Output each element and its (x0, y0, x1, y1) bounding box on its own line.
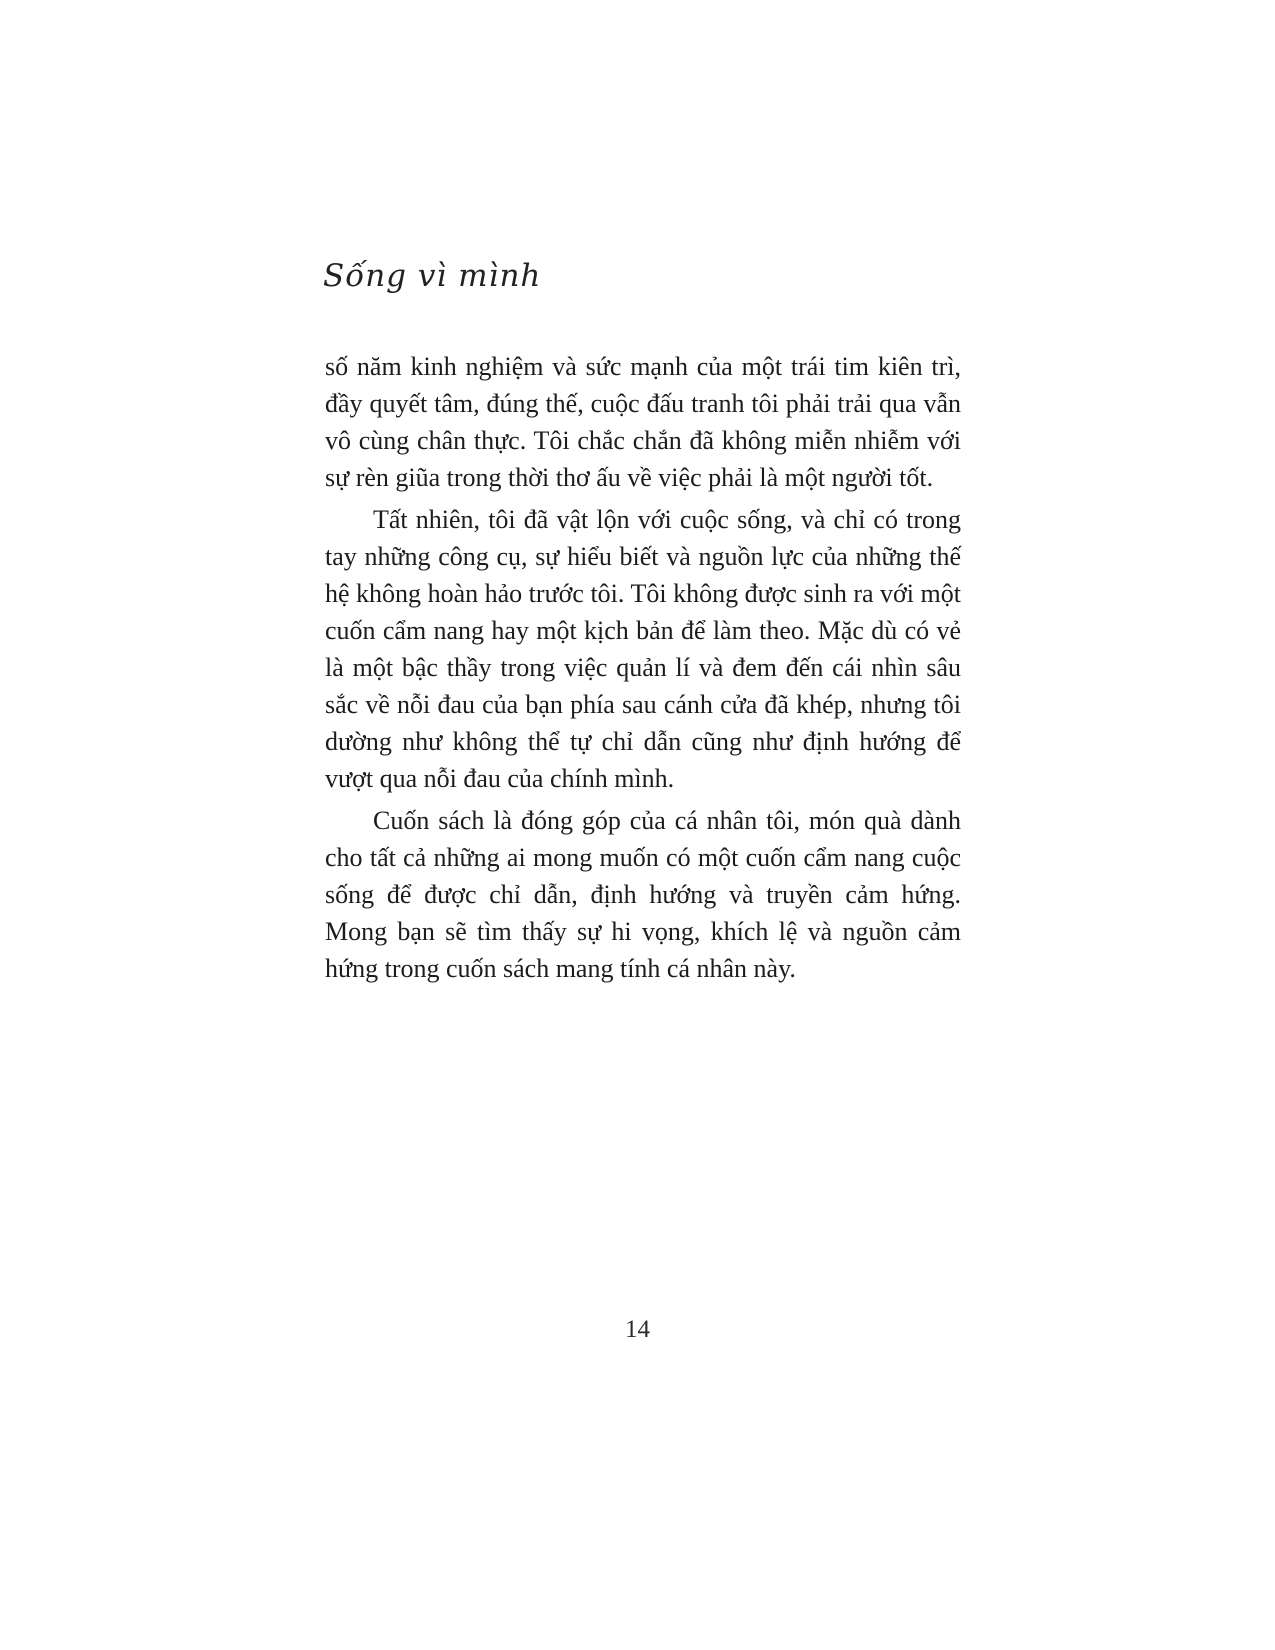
paragraph: Tất nhiên, tôi đã vật lộn với cuộc sống, và chỉ có trong tay những công cụ, sự hiểu biết và nguồn lực của những thế hệ không hoàn hảo trước tôi. Tôi không được sinh ra với một cuốn cẩm nang hay một kịch bản để làm theo. Mặc dù có vẻ là một bậc thầy trong việc quản lí và đem đến cái nhìn sâu sắc về nỗi đau của bạn phía sau cánh cửa đã khép, nhưng tôi dường như không thể tự chỉ dẫn cũng như định hướng để vượt qua nỗi đau của chính mình. (325, 505, 961, 793)
body-text-block (325, 348, 961, 987)
page-number: 14 (625, 1316, 650, 1343)
paragraph: Cuốn sách là đóng góp của cá nhân tôi, món quà dành cho tất cả những ai mong muốn có một cuốn cẩm nang cuộc sống để được chỉ dẫn, định hướng và truyền cảm hứng. Mong bạn sẽ tìm thấy sự hi vọng, khích lệ và nguồn cảm hứng trong cuốn sách mang tính cá nhân này. (325, 806, 961, 983)
paragraph-continuation: số năm kinh nghiệm và sức mạnh của một trái tim kiên trì, đầy quyết tâm, đúng thế, cuộc đấu tranh tôi phải trải qua vẫn vô cùng chân thực. Tôi chắc chắn đã không miễn nhiễm với sự rèn giũa trong thời thơ ấu về việc phải là một người tốt. (325, 352, 961, 492)
running-header-title: Sống vì mình (323, 258, 542, 294)
